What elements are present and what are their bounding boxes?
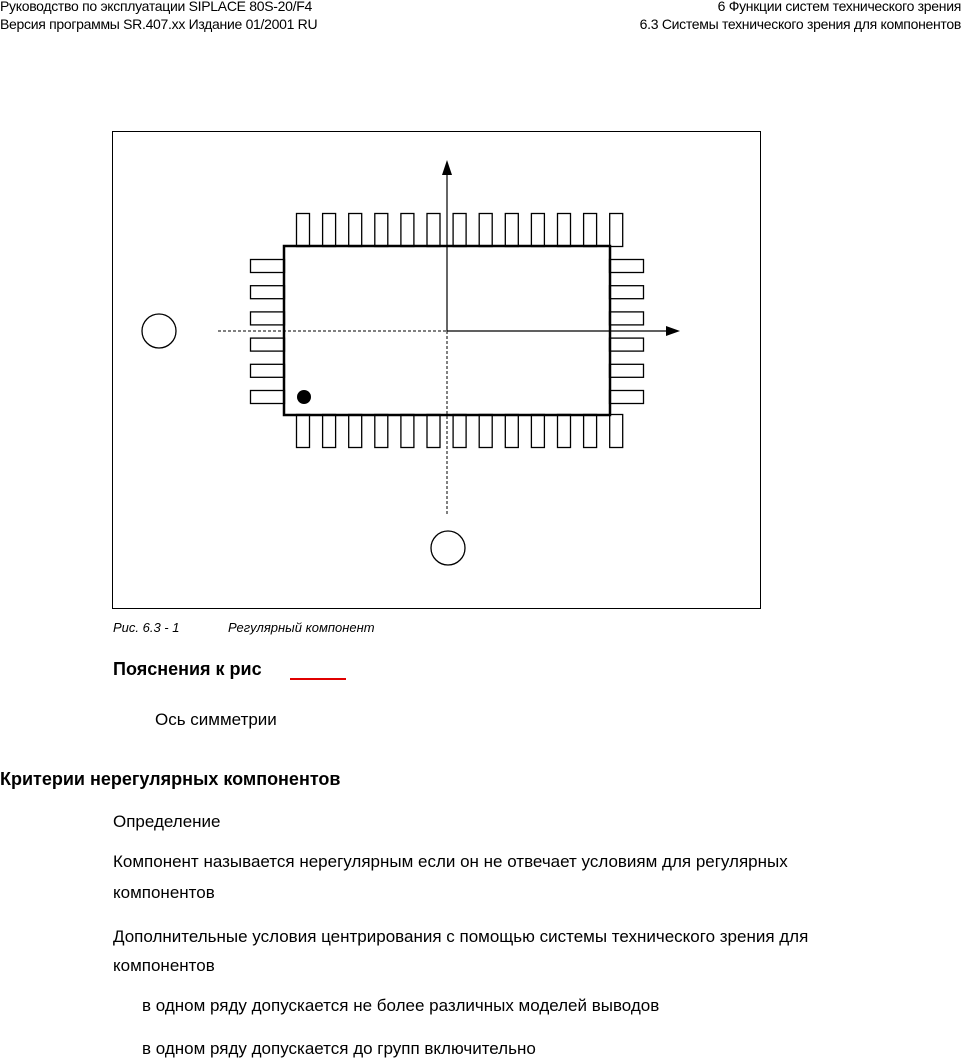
top-pin [427,214,440,247]
header-section: 6.3 Системы технического зрения для компонентов [639,16,961,32]
conditions-text: Дополнительные условия центрирования с помощью системы технического зрения для [113,927,809,946]
conditions-text-2: компонентов [113,956,215,975]
section-title: Критерии нерегулярных компонентов [0,769,341,789]
right-pin [610,260,644,273]
legend-title: Пояснения к рис [113,659,262,679]
bottom-pin [297,415,310,448]
right-pin [610,312,644,325]
right-pin [610,364,644,377]
bottom-pin [505,415,518,448]
top-pin [531,214,544,247]
top-pin [297,214,310,247]
right-pin [610,338,644,351]
left-pin [251,260,285,273]
top-pin [505,214,518,247]
top-pin [453,214,466,247]
top-pin [479,214,492,247]
bottom-pin [427,415,440,448]
bottom-pin [610,415,623,448]
right-pin [610,286,644,299]
top-pin [610,214,623,247]
header-manual-title: Руководство по эксплуатации SIPLACE 80S-20/F4 [0,0,312,14]
bottom-pin [323,415,336,448]
bottom-pin [584,415,597,448]
left-pin [251,391,285,404]
bottom-pin [453,415,466,448]
pin1-marker [297,390,311,404]
condition-bullet-1: в одном ряду допускается не более различных моделей выводов [142,996,660,1015]
left-pin [251,364,285,377]
bottom-pin [558,415,571,448]
top-pin [323,214,336,247]
figure-caption: Регулярный компонент [228,620,375,635]
definition-text: Компонент называется нерегулярным если он не отвечает условиям для регулярных [113,852,788,871]
header-version: Версия программы SR.407.xx Издание 01/2001 RU [0,16,318,32]
left-pin [251,286,285,299]
figure-number: Рис. 6.3 - 1 [113,620,180,635]
legend-circle-2 [431,531,465,565]
legend-item-symmetry-axis: Ось симметрии [155,710,277,729]
bottom-pin [349,415,362,448]
y-axis-arrow-icon [442,160,452,175]
top-pin [558,214,571,247]
definition-text-2: компонентов [113,883,215,902]
header-chapter: 6 Функции систем технического зрения [717,0,961,14]
top-pin [375,214,388,247]
legend-circle-1 [142,314,176,348]
left-pin [251,312,285,325]
bottom-pin [401,415,414,448]
definition-label: Определение [113,812,221,831]
top-pin [584,214,597,247]
top-pin [401,214,414,247]
x-axis-arrow-icon [666,326,680,336]
figure-frame [113,132,761,609]
bottom-pin [375,415,388,448]
figure-reference-placeholder [290,678,346,680]
left-pin [251,338,285,351]
bottom-pin [531,415,544,448]
top-pin [349,214,362,247]
bottom-pin [479,415,492,448]
right-pin [610,391,644,404]
condition-bullet-2: в одном ряду допускается до групп включительно [142,1039,536,1058]
